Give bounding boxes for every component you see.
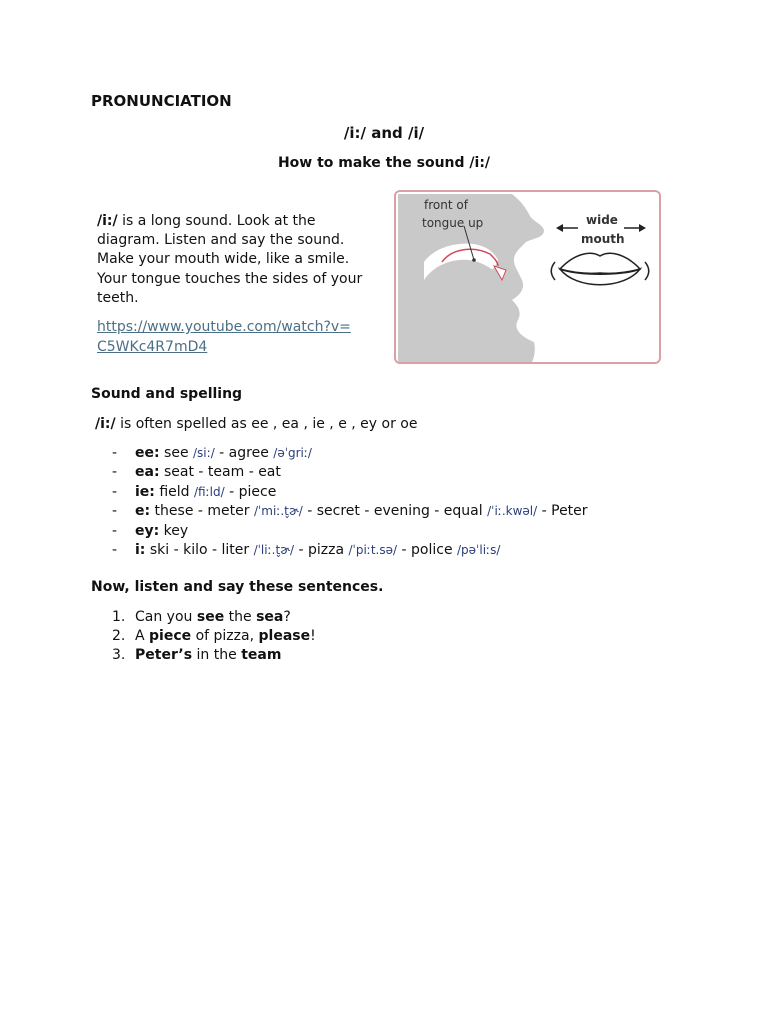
phonetic: /əˈgriː/ [273,446,312,460]
word: see [159,445,194,461]
label-front-line1: front of [424,198,468,212]
label-wide-line2: mouth [581,232,625,246]
word: Peter’s [135,647,193,664]
bullet-dash: - [112,483,118,500]
word: seat - team - eat [159,464,281,481]
word: sea [256,609,284,625]
word: please [258,628,311,645]
word: see [196,609,225,625]
spelling-key: ey: [135,522,160,539]
word: - Peter [537,503,588,520]
word: Can you [135,609,197,625]
bullet-dash: - [112,464,118,481]
word: ? [283,609,291,625]
list-item [112,608,316,627]
list-item [112,502,588,521]
bullet-dash: - [112,522,118,539]
intro-sound: /i:/ [97,213,118,229]
label-wide-line1: wide [586,213,618,227]
word: A [135,628,150,645]
spelling-key: e: [135,503,151,520]
word: field [154,483,195,500]
sentences-heading: Now, listen and say these sentences. [91,579,384,595]
word: - secret - evening - equal [302,503,488,520]
word: ! [310,628,316,645]
bullet-dash: - [112,503,118,520]
spelled-text: is often spelled as ee , ea , ie , e , ey or oe [115,416,418,432]
how-to-heading: How to make the sound /i:/ [277,155,491,171]
spelling-key: i: [135,541,146,558]
mouth-diagram-svg [394,190,661,364]
spelling-list [112,444,588,560]
list-item [112,646,316,665]
word: piece [149,628,192,645]
mouth-diagram [394,190,661,364]
word: key [159,522,189,539]
spelled-line [95,416,417,432]
list-item [112,463,588,482]
list-item [112,483,588,502]
phonetic: /fiːld/ [194,484,225,499]
spelling-key: ea: [135,464,160,481]
list-item [112,541,588,560]
spelling-key: ee: [135,445,160,461]
list-number: 2. [112,628,126,645]
list-number: 1. [112,609,126,625]
list-number: 3. [112,647,126,664]
label-pointer-dot [472,258,476,262]
spelling-key: ie: [135,483,155,500]
label-front-line2: tongue up [422,216,484,230]
spelled-sound: /i:/ [95,416,116,432]
phonetic: /pəˈliːs/ [457,542,501,557]
phonetic: /ˈiː.kwəl/ [487,504,538,519]
phonetic: /ˈpiːt.sə/ [348,542,398,557]
list-item [112,522,588,541]
word: - pizza [294,541,349,558]
word: these - meter [150,503,254,520]
phonetic: /ˈmiː.t̬ɚ/ [253,504,303,519]
phonetic: /si:/ [193,446,215,460]
word: of pizza, [191,628,259,645]
list-item [112,627,316,646]
word: ski - kilo - liter [145,541,254,558]
bullet-dash: - [112,541,118,558]
youtube-link[interactable]: https://www.youtube.com/watch?v=C5WKc4R7mD4 [97,319,351,355]
list-item [112,444,588,463]
word: in the [192,647,242,664]
page-title: PRONUNCIATION [91,92,232,110]
intro-text: is a long sound. Look at the diagram. Listen and say the sound. Make your mouth wide, like a smile. Your tongue touches the sides of your teeth. [97,213,363,306]
sentences-list [112,608,316,666]
word: - agree [214,445,274,461]
word: - police [397,541,458,558]
sound-spelling-heading: Sound and spelling [91,386,243,402]
word: the [224,609,257,625]
intro-paragraph [97,212,372,308]
word: team [241,647,282,664]
sound-pair-heading: /i:/ and /i/ [343,124,425,142]
word: - piece [224,483,277,500]
bullet-dash: - [112,445,118,461]
phonetic: /ˈliː.t̬ɚ/ [253,542,295,557]
